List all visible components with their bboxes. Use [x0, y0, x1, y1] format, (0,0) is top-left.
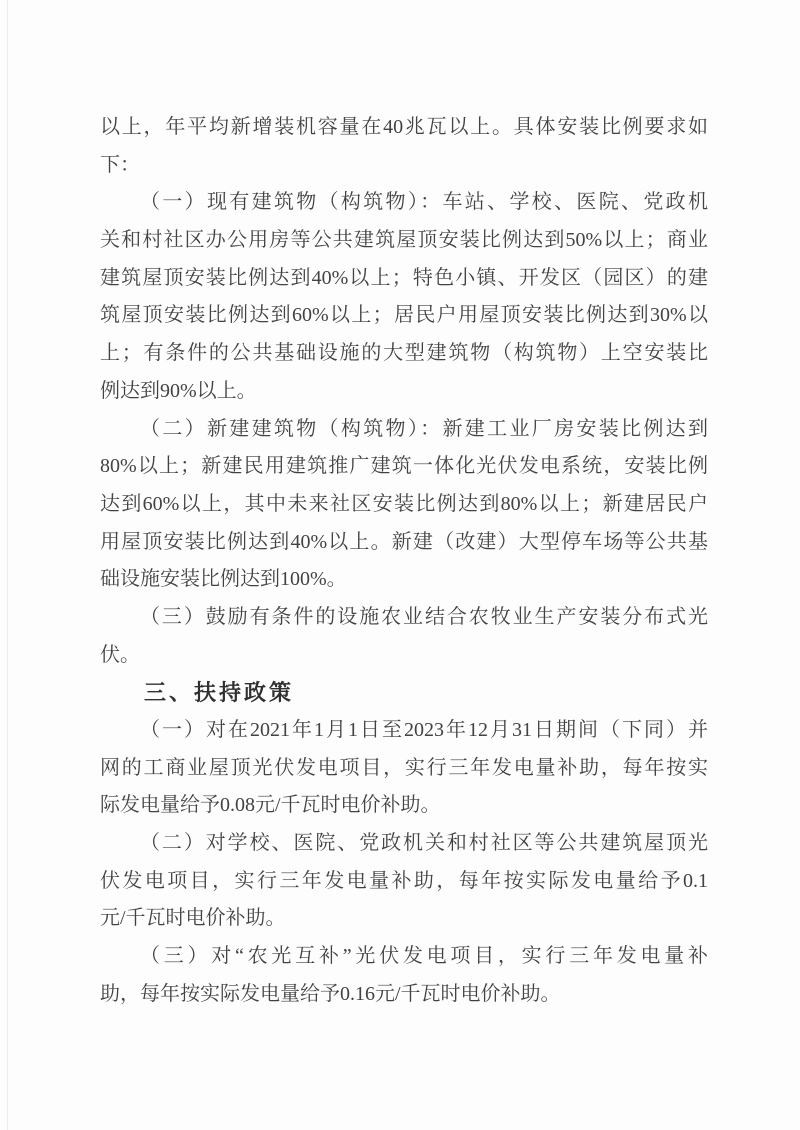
text-line: （一）现有建筑物（构筑物）：车站、学校、医院、党政机 [140, 191, 708, 214]
text-line: （一）对在2021年1月1日至2023年12月31日期间（下同）并 [140, 719, 708, 741]
page-edge-scan-line [7, 0, 8, 1130]
text-line: 80%以上；新建民用建筑推广建筑一体化光伏发电系统，安装比例 [100, 455, 708, 478]
text-line: 际发电量给予0.08元/千瓦时电价补助。 [100, 794, 441, 817]
text-line: 元/千瓦时电价补助。 [100, 907, 286, 930]
text-line: 础设施安装比例达到100%。 [100, 568, 347, 591]
text-line: 建筑屋顶安装比例达到40%以上；特色小镇、开发区（园区）的建 [100, 266, 708, 289]
text-line: 伏。 [100, 643, 140, 666]
text-line: （三）对“农光互补”光伏发电项目，实行三年发电量补 [140, 945, 708, 968]
text-line: 上；有条件的公共基础设施的大型建筑物（构筑物）上空安装比 [100, 342, 708, 365]
text-line: 以上，年平均新增装机容量在40兆瓦以上。具体安装比例要求如 [100, 116, 708, 138]
text-line: 网的工商业屋顶光伏发电项目，实行三年发电量补助，每年按实 [100, 756, 708, 779]
text-line: 例达到90%以上。 [100, 379, 257, 402]
text-line: 伏发电项目，实行三年发电量补助，每年按实际发电量给予0.1 [100, 869, 708, 892]
text-line: 达到60%以上，其中未来社区安装比例达到80%以上；新建居民户 [100, 492, 708, 515]
text-line: 用屋顶安装比例达到40%以上。新建（改建）大型停车场等公共基 [100, 530, 708, 553]
text-line: 助，每年按实际发电量给予0.16元/千瓦时电价补助。 [100, 982, 561, 1005]
text-line: （三）鼓励有条件的设施农业结合农牧业生产安装分布式光 [140, 605, 708, 628]
section-heading: 三、扶持政策 [144, 680, 295, 706]
document-text-block [100, 109, 708, 1014]
text-line: （二）新建建筑物（构筑物）：新建工业厂房安装比例达到 [140, 417, 708, 440]
text-line: （二）对学校、医院、党政机关和村社区等公共建筑屋顶光 [140, 832, 708, 855]
text-line: 筑屋顶安装比例达到60%以上；居民户用屋顶安装比例达到30%以 [100, 304, 708, 327]
text-line: 关和村社区办公用房等公共建筑屋顶安装比例达到50%以上；商业 [100, 229, 708, 252]
text-line: 下： [100, 153, 140, 176]
